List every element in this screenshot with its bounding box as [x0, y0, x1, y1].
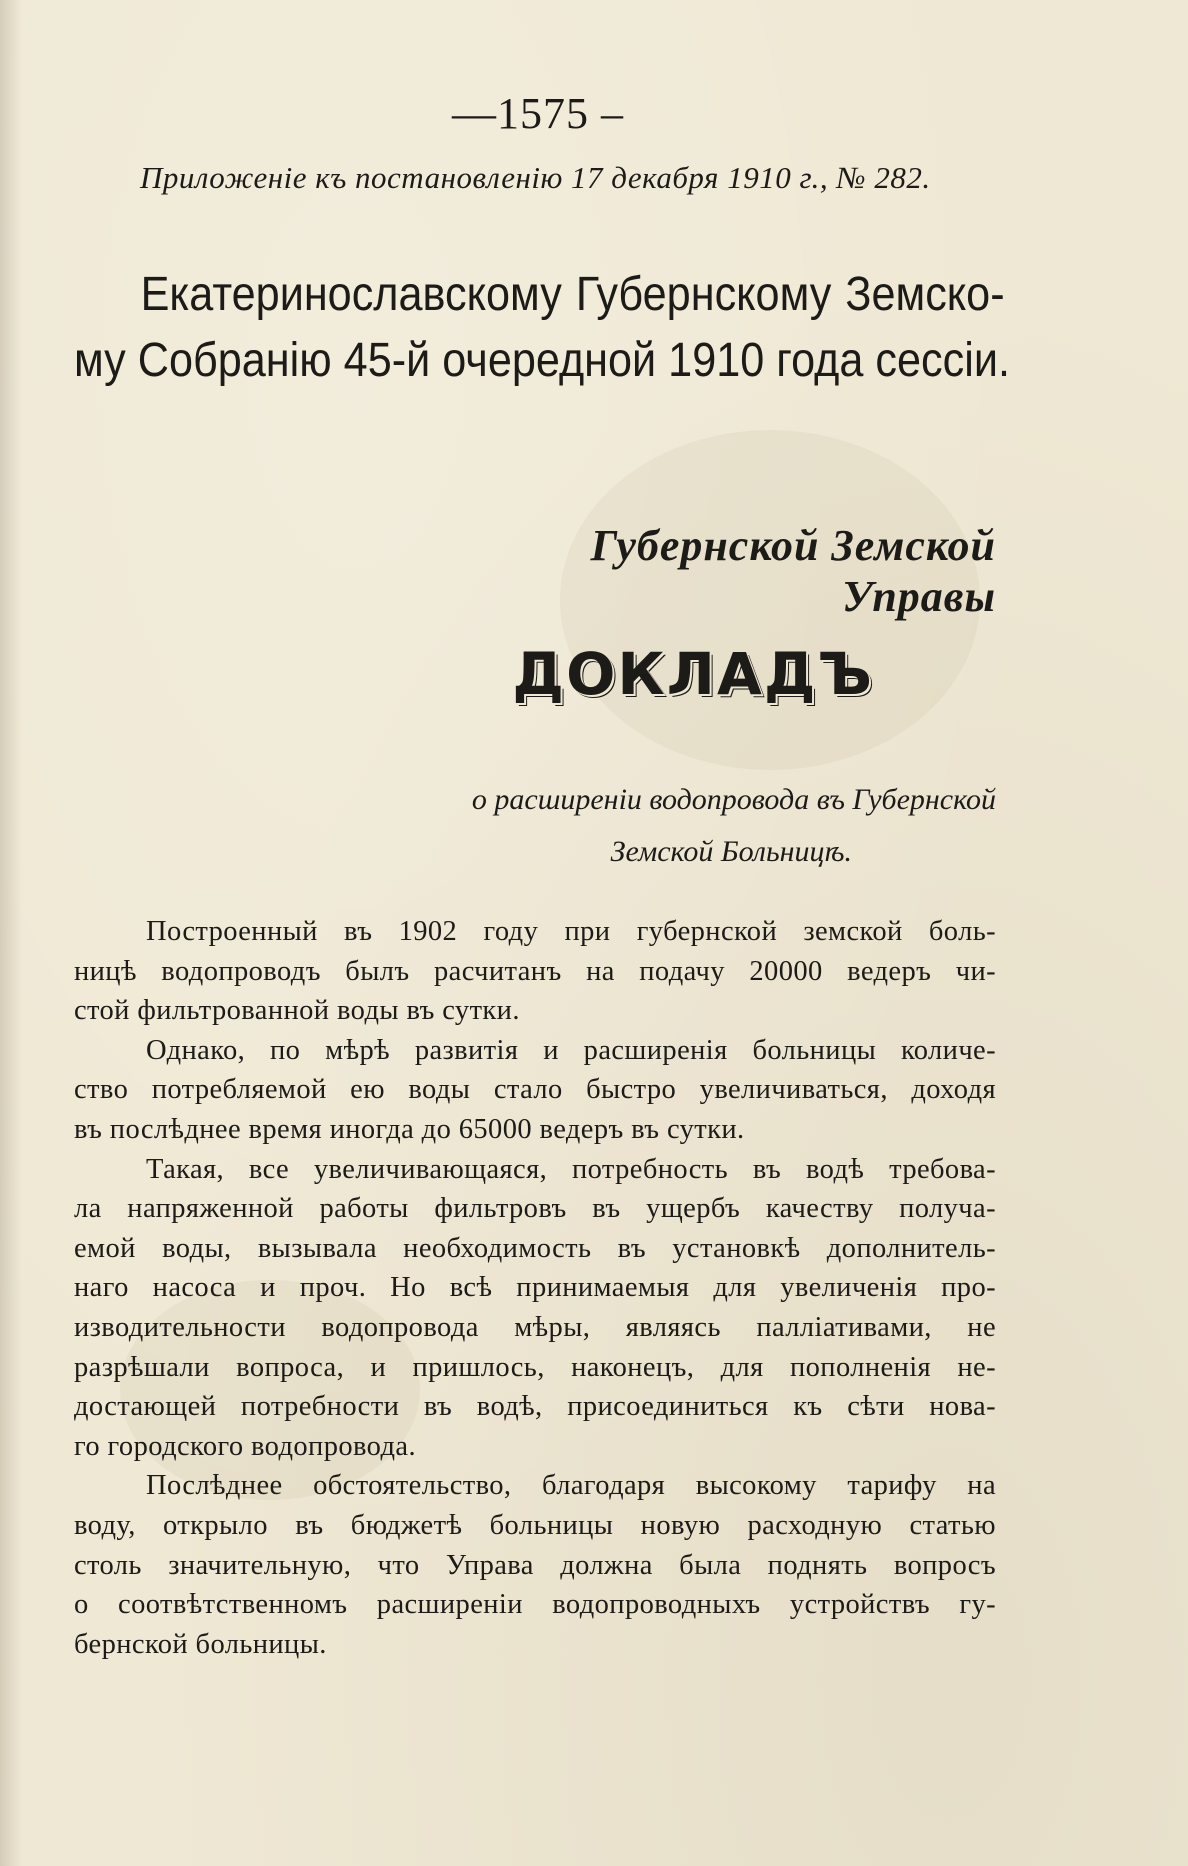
assembly-title-line: Екатеринославскому Губернскому Земско-	[140, 268, 1005, 321]
text-line: разрѣшали вопроса, и пришлось, наконецъ, для пополненiя не-	[74, 1351, 996, 1383]
text-line: стой фильтрованной воды въ сутки.	[74, 995, 520, 1027]
paragraph	[74, 1031, 996, 1150]
text-line: ство потребляемой ею воды стало быстро увеличиваться, доходя	[74, 1074, 996, 1106]
report-subject-line: Земской Больницѣ.	[610, 835, 852, 868]
text-line: изводительности водопровода мѣры, являясь палліативами, не	[74, 1311, 996, 1343]
report-subject-line: о расширенiи водопровода въ Губернской	[471, 783, 996, 816]
text-line: о соотвѣтственномъ расширенiи водопроводныхъ устройствъ гу-	[74, 1589, 996, 1621]
text-line: ницѣ водопроводъ былъ расчитанъ на подачу 20000 ведеръ чи-	[74, 955, 996, 987]
page-number: —1575 –	[452, 89, 624, 138]
paragraph	[74, 1150, 996, 1467]
appendix-note: Приложенiе къ постановленiю 17 декабря 1910 г., № 282.	[140, 160, 931, 195]
text-line: наго насоса и проч. Но всѣ принимаемыя для увеличенiя про-	[74, 1272, 996, 1304]
text-line: Однако, по мѣрѣ развитiя и расширенiя больницы количе-	[146, 1034, 996, 1066]
text-line: емой воды, вызывала необходимость въ установкѣ дополнитель-	[74, 1232, 996, 1264]
text-line: бернской больницы.	[74, 1628, 327, 1660]
text-line: Такая, все увеличивающаяся, потребность въ водѣ требова-	[146, 1153, 996, 1185]
text-line: воду, открыло въ бюджетѣ больницы новую расходную статью	[74, 1509, 996, 1541]
text-line: ла напряженной работы фильтровъ въ ущербъ качеству получа-	[74, 1193, 996, 1225]
text-line: Построенный въ 1902 году при губернской земской боль-	[146, 916, 996, 947]
text-line: го городского водопровода.	[74, 1430, 416, 1462]
paragraph	[74, 912, 996, 1031]
report-title-text: ДОКЛАДЪ	[512, 640, 874, 708]
text-line: Послѣднее обстоятельство, благодаря высокому тарифу на	[146, 1470, 996, 1502]
binding-shadow	[0, 0, 22, 1866]
text-line: въ послѣднее время иногда до 65000 ведеръ въ сутки.	[74, 1113, 745, 1145]
assembly-title	[74, 262, 1010, 394]
report-subject	[420, 774, 996, 878]
assembly-title-line: му Собранiю 45-й очередной 1910 года сессiи.	[74, 334, 1010, 387]
report-title	[0, 640, 1070, 708]
text-line: достающей потребности въ водѣ, присоединиться къ сѣти нова-	[74, 1391, 996, 1423]
body-text	[74, 912, 996, 1664]
paragraph	[74, 1466, 996, 1664]
text-line: столь значительную, что Управа должна была поднять вопросъ	[74, 1549, 996, 1581]
board-heading: Губернской Земской Управы	[590, 521, 996, 621]
